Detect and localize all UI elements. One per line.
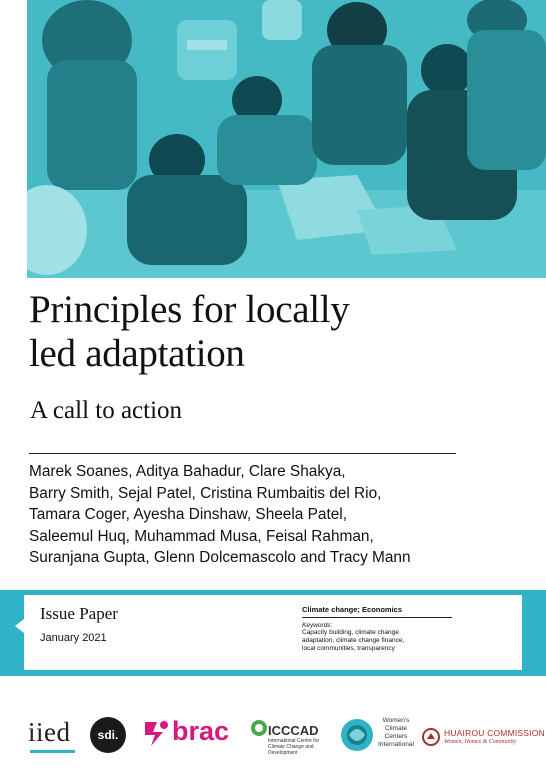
issue-date: January 2021	[40, 632, 107, 644]
cover-photo	[27, 0, 546, 278]
wccw-logo: Women's Climate Centers International	[378, 717, 414, 748]
huairou-logo: HUAIROU COMMISSION	[444, 728, 545, 738]
issue-meta	[302, 605, 452, 653]
issue-band	[0, 590, 546, 676]
topic-tags: Climate change; Economics	[302, 605, 452, 618]
author-line: Marek Soanes, Aditya Bahadur, Clare Shakya,	[29, 463, 346, 480]
brac-logo: brac	[172, 716, 230, 746]
wccw-globe-icon	[340, 715, 374, 755]
huairou-tagline: Women, Homes & Community	[444, 739, 517, 745]
iied-logo: iied	[28, 717, 71, 747]
icccad-mark-icon	[250, 719, 268, 737]
speech-notch	[15, 619, 24, 633]
keywords-line: Capacity building, climate change	[302, 629, 399, 636]
title-line-2: led adaptation	[29, 332, 245, 375]
huairou-mark-icon	[422, 728, 440, 746]
keywords-line: local communities, transparency	[302, 645, 395, 652]
issue-type-label: Issue Paper	[40, 604, 118, 623]
author-line: Barry Smith, Sejal Patel, Cristina Rumbaitis del Rio,	[29, 484, 382, 502]
author-line: Saleemul Huq, Muhammad Musa, Feisal Rahman,	[29, 527, 374, 545]
document-subtitle: A call to action	[30, 397, 183, 424]
author-line: Suranjana Gupta, Glenn Dolcemascolo and Tracy Mann	[29, 549, 411, 566]
title-divider	[29, 453, 456, 454]
author-line: Tamara Coger, Ayesha Dinshaw, Sheela Patel,	[29, 506, 347, 523]
iied-underline	[30, 750, 75, 753]
issue-card	[24, 595, 522, 670]
keywords-label: Keywords:	[302, 622, 333, 629]
document-title	[29, 288, 529, 376]
keywords-line: adaptation, climate change finance,	[302, 637, 405, 644]
sdi-logo: sdi.	[90, 717, 126, 753]
partner-logos	[0, 705, 546, 765]
icccad-tagline: International Centre for Climate Change and Development	[268, 738, 320, 756]
title-line-1: Principles for locally	[29, 288, 350, 331]
brac-mark-icon	[143, 718, 171, 748]
author-list	[29, 461, 499, 569]
icccad-logo: ICCCAD	[268, 723, 319, 738]
